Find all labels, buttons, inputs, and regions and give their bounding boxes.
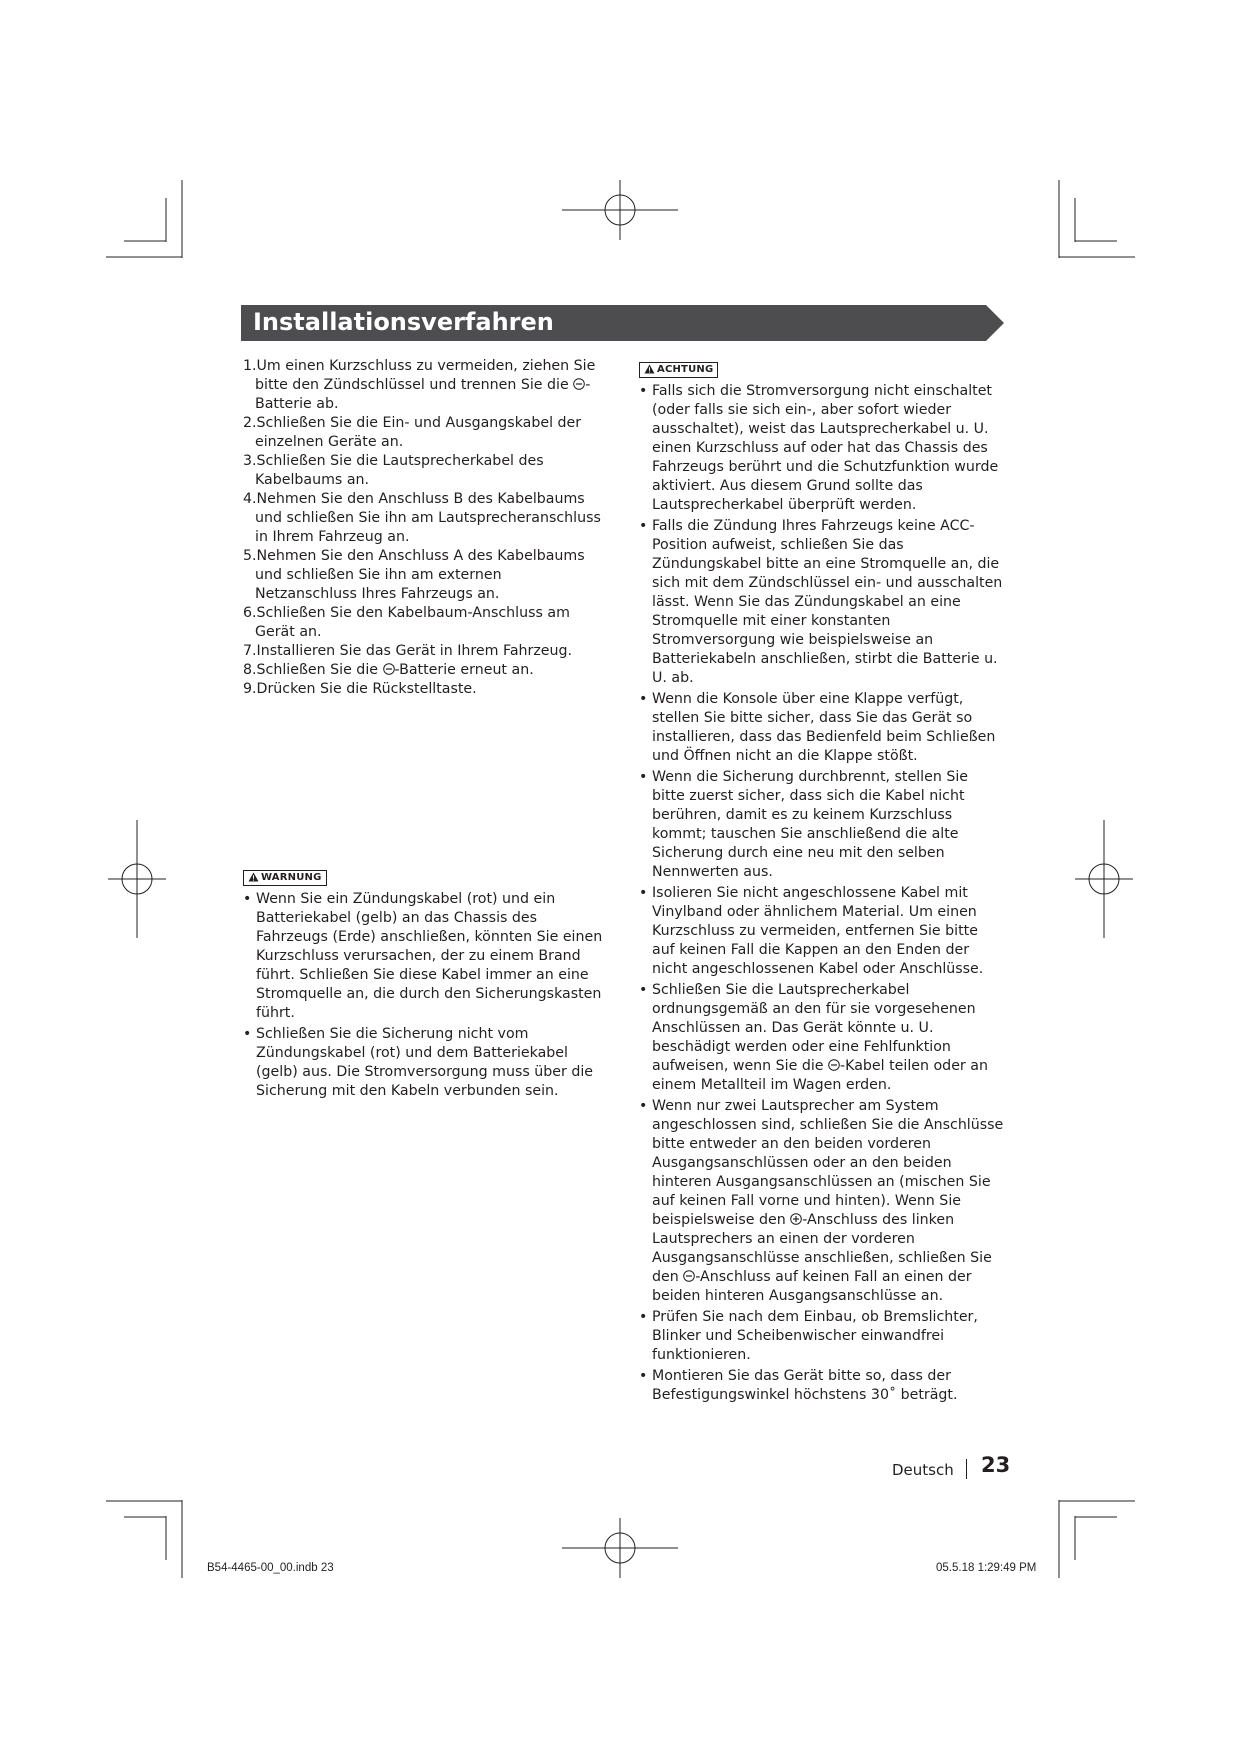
caution-item: • Schließen Sie die Lautsprecherkabel ordnungsgemäß an den für sie vorgesehenen Anschlüssen an. Das Gerät könnte u. U. beschädigt werden oder eine Fehlfunktion aufweisen, wenn Sie die -Kabel teilen oder an einem Metallteil im Wagen erden. — [639, 982, 988, 1093]
step-8: 8.Schließen Sie die -Batterie erneut an. — [243, 662, 534, 678]
registration-mark-bottom — [562, 1518, 678, 1578]
caution-item: • Isolieren Sie nicht angeschlossene Kabel mit Vinylband oder ähnlichem Material. Um einen Kurzschluss zu vermeiden, entfernen Sie bitte auf keinen Fall die Kappen an den Enden der nicht angeschlossenen Kabel oder Anschlüsse. — [639, 885, 984, 977]
step-5: 5.Nehmen Sie den Anschluss A des Kabelbaums und schließen Sie ihn am externen Netzanschluss Ihres Fahrzeugs an. — [243, 548, 585, 602]
warning-item: • Wenn Sie ein Zündungskabel (rot) und ein Batteriekabel (gelb) an das Chassis des Fahrzeugs (Erde) anschließen, könnten Sie einen Kurzschluss verursachen, der zu einem Brand führt. Schließen Sie diese Kabel immer an eine Stromquelle an, die durch den Sicherungskasten führt. — [243, 891, 603, 1021]
caution-item: • Wenn nur zwei Lautsprecher am System angeschlossen sind, schließen Sie die Anschlüsse bitte entweder an den beiden vorderen Ausgangsanschlüssen oder an den beiden hinteren Ausgangsanschlüssen an (mischen Sie auf keinen Fall vorne und hinten). Wenn Sie beispielsweise den -Anschluss des linken Lautsprechers an einen der vorderen Ausgangsanschlüsse anschließen, schließen Sie den -Anschluss auf keinen Fall an einen der beiden hinteren Ausgangsanschlüsse an. — [639, 1098, 1004, 1304]
warning-triangle-icon — [248, 872, 259, 882]
warning-triangle-icon — [644, 364, 655, 374]
registration-mark-right — [1075, 820, 1133, 938]
caution-item: • Wenn die Sicherung durchbrennt, stellen Sie bitte zuerst sicher, dass sich die Kabel nicht berühren, damit es zu keinem Kurzschluss kommt; tauschen Sie anschließend die alte Sicherung durch eine neu mit den selben Nennwerten aus. — [639, 769, 969, 880]
footer-language: Deutsch — [892, 1461, 954, 1479]
step-2: 2.Schließen Sie die Ein- und Ausgangskabel der einzelnen Geräte an. — [243, 415, 582, 450]
warning-block — [243, 867, 608, 1103]
step-4: 4.Nehmen Sie den Anschluss B des Kabelbaums und schließen Sie ihn am Lautsprecheranschluss in Ihrem Fahrzeug an. — [243, 491, 601, 545]
caution-item: • Montieren Sie das Gerät bitte so, dass der Befestigungswinkel höchstens 30˚ beträgt. — [639, 1368, 958, 1403]
section-title: Installationsverfahren — [253, 308, 554, 336]
step-6: 6.Schließen Sie den Kabelbaum-Anschluss am Gerät an. — [243, 605, 570, 640]
caution-item: • Prüfen Sie nach dem Einbau, ob Bremslichter, Blinker und Scheibenwischer einwandfrei funktionieren. — [639, 1309, 978, 1363]
installation-steps — [243, 357, 608, 699]
step-3: 3.Schließen Sie die Lautsprecherkabel des Kabelbaums an. — [243, 453, 544, 488]
caution-block — [639, 359, 1004, 1407]
crop-mark-bottom-left — [106, 1500, 182, 1578]
minus-symbol-icon — [683, 1270, 695, 1282]
minus-symbol-icon — [828, 1059, 840, 1071]
registration-mark-left — [108, 820, 166, 938]
step-1: 1.Um einen Kurzschluss zu vermeiden, ziehen Sie bitte den Zündschlüssel und trennen Sie die -Batterie ab. — [243, 358, 596, 412]
caution-item: • Falls sich die Stromversorgung nicht einschaltet (oder falls sie sich ein-, aber sofort wieder ausschaltet), weist das Lautsprecherkabel u. U. einen Kurzschluss auf oder hat das Chassis des Fahrzeugs berührt und die Schutzfunktion wurde aktiviert. Aus diesem Grund sollte das Lautsprecherkabel überprüft werden. — [639, 383, 999, 513]
caution-item: • Wenn die Konsole über eine Klappe verfügt, stellen Sie bitte sicher, dass Sie das Gerät so installieren, dass das Bedienfeld beim Schließen und Öffnen nicht an die Klappe stößt. — [639, 691, 996, 764]
crop-mark-top-left — [106, 180, 182, 258]
minus-symbol-icon — [383, 663, 395, 675]
footer-divider — [966, 1459, 967, 1479]
crop-mark-bottom-right — [1059, 1500, 1135, 1578]
section-banner — [241, 305, 1004, 341]
crop-mark-top-right — [1059, 180, 1135, 258]
minus-symbol-icon — [573, 378, 585, 390]
caution-badge: ACHTUNG — [639, 362, 718, 378]
caution-item: • Falls die Zündung Ihres Fahrzeugs keine ACC-Position aufweist, schließen Sie das Zündungskabel bitte an eine Stromquelle an, die sich mit dem Zündschlüssel ein- und ausschalten lässt. Wenn Sie das Zündungskabel an eine Stromquelle mit einer konstanten Stromversorgung wie beispielsweise an Batteriekabeln anschließen, stirbt die Batterie u. U. ab. — [639, 518, 1003, 686]
print-slug-file: B54-4465-00_00.indb 23 — [207, 1562, 334, 1574]
step-7: 7.Installieren Sie das Gerät in Ihrem Fahrzeug. — [243, 643, 573, 659]
warning-badge: WARNUNG — [243, 870, 327, 886]
step-9: 9.Drücken Sie die Rückstelltaste. — [243, 681, 477, 697]
page-number: 23 — [981, 1453, 1011, 1477]
plus-symbol-icon — [790, 1213, 802, 1225]
warning-item: • Schließen Sie die Sicherung nicht vom Zündungskabel (rot) und dem Batteriekabel (gelb) aus. Die Stromversorgung muss über die Sicherung mit den Kabeln verbunden sein. — [243, 1026, 594, 1099]
registration-mark-top — [562, 180, 678, 240]
print-slug-datetime: 05.5.18 1:29:49 PM — [936, 1562, 1037, 1574]
